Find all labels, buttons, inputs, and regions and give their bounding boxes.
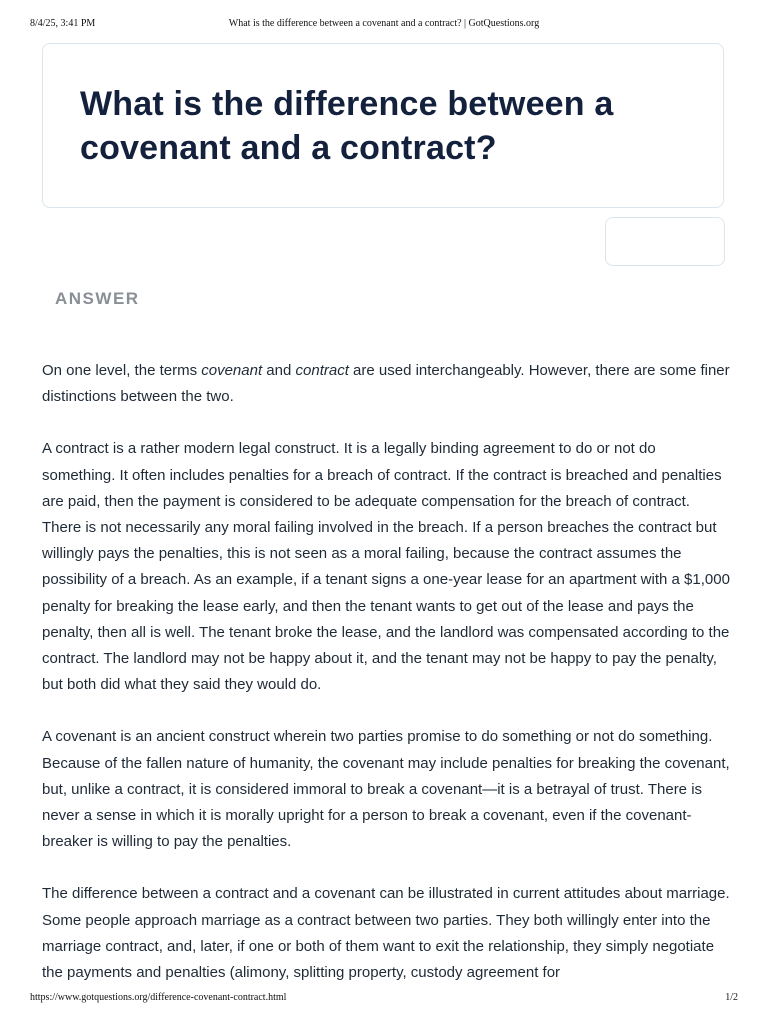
action-box[interactable] (605, 217, 725, 266)
title-card (42, 43, 724, 208)
print-header (30, 18, 738, 34)
term-covenant: covenant (201, 362, 263, 379)
intro-text-c: are used interchangeably. However, there are some finer distinctions between the two. (42, 362, 730, 406)
paragraph-marriage: The difference between a contract and a covenant can be illustrated in current attitudes about marriage. Some people approach marriage as a contract between two parties. They both willingly enter into the marriage contract, and, later, if one or both of them want to exit the relationship, they simply negotiate the payments and penalties (alimony, splitting property, custody agreement for (42, 885, 730, 982)
page-title: What is the difference between a covenant and a contract? (80, 85, 614, 167)
print-footer (30, 992, 738, 1008)
paragraph-intro (42, 358, 732, 410)
answer-label: ANSWER (55, 289, 140, 308)
print-date: 8/4/25, 3:41 PM (30, 18, 96, 29)
intro-text-b: and (262, 362, 296, 379)
intro-text-a: On one level, the terms (42, 362, 202, 379)
paragraph-covenant: A covenant is an ancient construct wherein two parties promise to do something or not do something. Because of the fallen nature of humanity, the covenant may include penalties for breaking the covenant, but, unlike a contract, it is considered immoral to break a covenant—it is a betrayal of trust. There is never a sense in which it is morally upright for a person to break a covenant, even if the covenant-breaker is willing to pay the penalties. (42, 728, 730, 851)
print-url: https://www.gotquestions.org/difference-covenant-contract.html (30, 992, 287, 1003)
term-contract: contract (295, 362, 349, 379)
paragraph-contract: A contract is a rather modern legal construct. It is a legally binding agreement to do or not do something. It often includes penalties for a breach of contract. If the contract is breached and penalties are paid, then the payment is considered to be adequate compensation for the breach of contract. There is not necessarily any moral failing involved in the breach. If a person breaches the contract but willingly pays the penalties, this is not seen as a moral failing, because the contract assumes the possibility of a breach. As an example, if a tenant signs a one-year lease for an apartment with a $1,000 penalty for breaking the lease early, and then the tenant wants to get out of the lease and pays the penalty, then all is well. The tenant broke the lease, and the landlord was compensated according to the contract. The landlord may not be happy about it, and the tenant may not be happy to pay the penalty, but both did what they said they would do. (42, 440, 730, 694)
print-page-title: What is the difference between a covenant and a contract? | GotQuestions.org (228, 18, 540, 29)
article-body (42, 358, 732, 986)
page-number: 1/2 (725, 992, 738, 1003)
